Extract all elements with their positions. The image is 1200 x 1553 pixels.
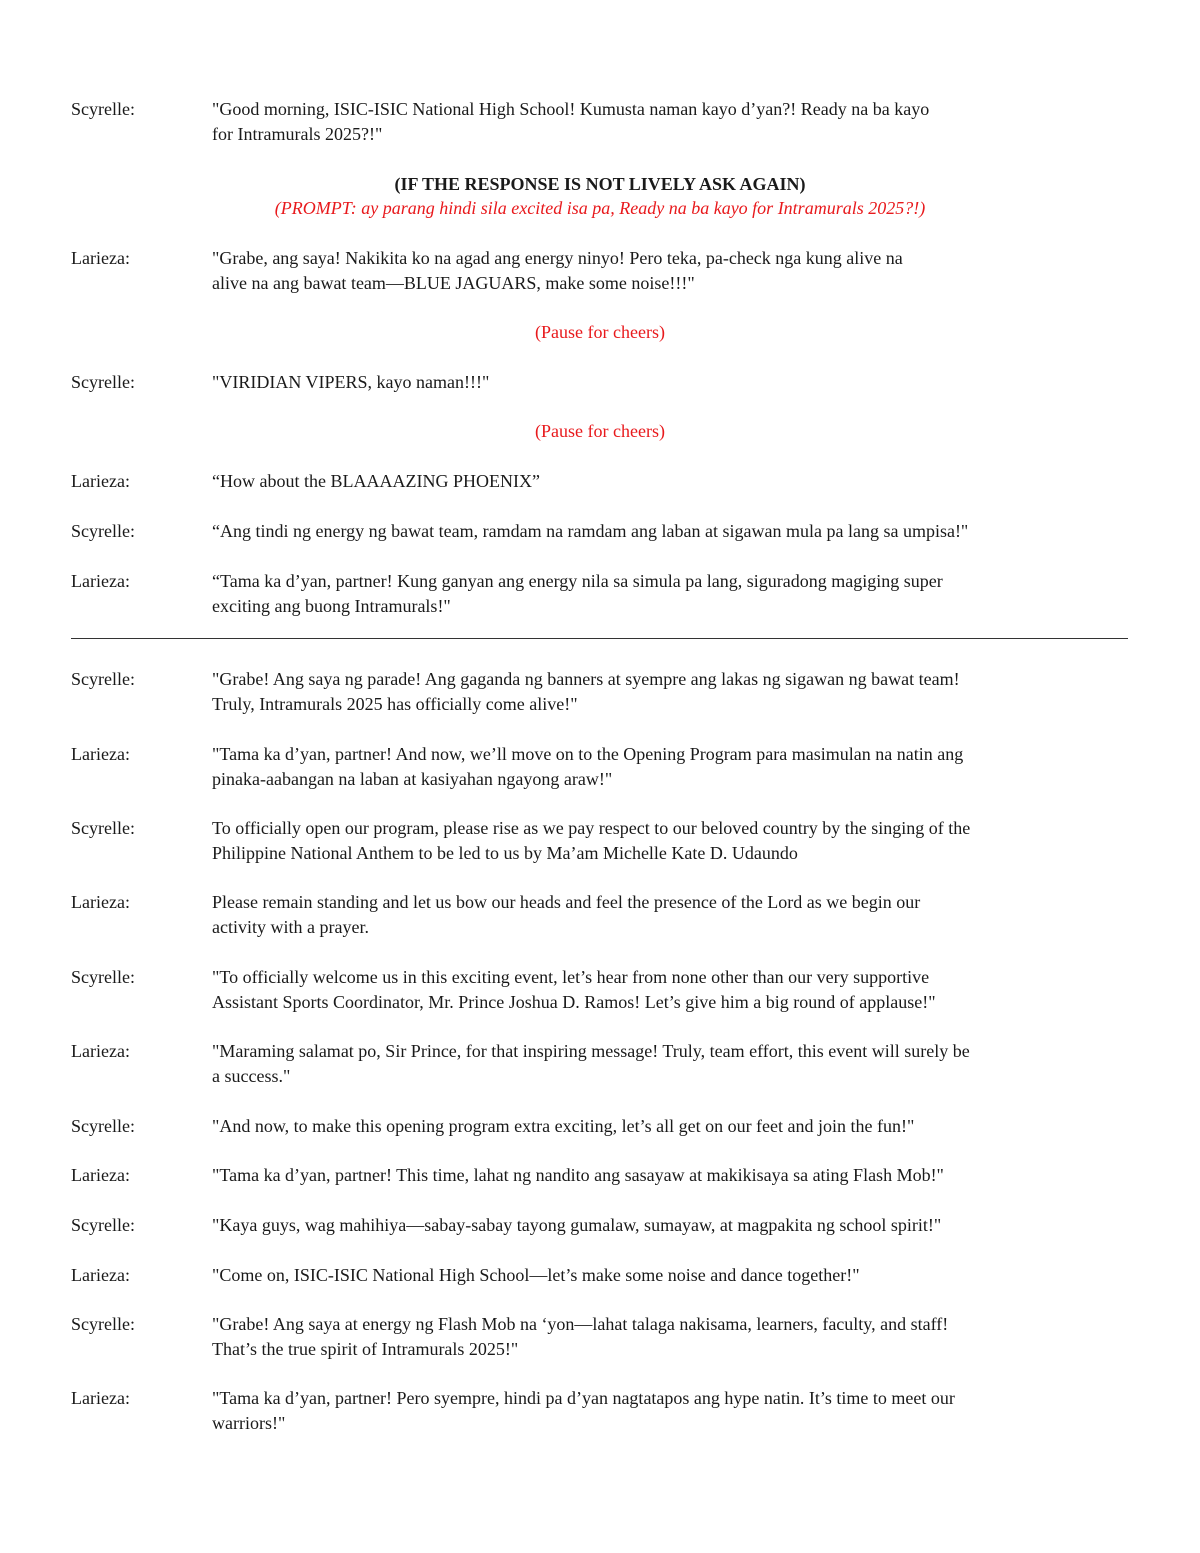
dialogue-text: "To officially welcome us in this exciting event, let’s hear from none other than our very supportive Assistant Sports Coordinator, Mr. Prince Joshua D. Ramos! Let’s give him a big round of applause!" bbox=[212, 967, 936, 1012]
speaker-name: Larieza: bbox=[71, 248, 130, 268]
section-divider bbox=[71, 638, 1128, 639]
speaker-name: Larieza: bbox=[71, 1165, 130, 1185]
pause-cue: (Pause for cheers) bbox=[535, 421, 665, 441]
dialogue-text: “Tama ka d’yan, partner! Kung ganyan ang energy nila sa simula pa lang, siguradong magiging super exciting ang buong Intramurals!" bbox=[212, 571, 943, 616]
dialogue-text: "Kaya guys, wag mahihiya—sabay-sabay tayong gumalaw, sumayaw, at magpakita ng school spirit!" bbox=[212, 1215, 942, 1235]
speaker-name: Scyrelle: bbox=[71, 99, 135, 119]
dialogue-text: "VIRIDIAN VIPERS, kayo naman!!!" bbox=[212, 372, 490, 392]
dialogue-text: "Grabe! Ang saya at energy ng Flash Mob na ‘yon—lahat talaga nakisama, learners, faculty, and staff! That’s the true spirit of Intramurals 2025!" bbox=[212, 1314, 949, 1359]
speaker-name: Scyrelle: bbox=[71, 372, 135, 392]
dialogue-text: "Tama ka d’yan, partner! Pero syempre, hindi pa d’yan nagtatapos ang hype natin. It’s time to meet our warriors!" bbox=[212, 1388, 955, 1433]
speaker-name: Larieza: bbox=[71, 1265, 130, 1285]
speaker-name: Scyrelle: bbox=[71, 1215, 135, 1235]
dialogue-text: “How about the BLAAAAZING PHOENIX” bbox=[212, 471, 540, 491]
dialogue-text: "And now, to make this opening program extra exciting, let’s all get on our feet and join the fun!" bbox=[212, 1116, 915, 1136]
dialogue-text: "Maraming salamat po, Sir Prince, for that inspiring message! Truly, team effort, this event will surely be a success." bbox=[212, 1041, 970, 1086]
speaker-name: Larieza: bbox=[71, 571, 130, 591]
dialogue-text: "Come on, ISIC-ISIC National High School—let’s make some noise and dance together!" bbox=[212, 1265, 860, 1285]
speaker-name: Scyrelle: bbox=[71, 669, 135, 689]
dialogue-text: Please remain standing and let us bow our heads and feel the presence of the Lord as we begin our activity with a prayer. bbox=[212, 892, 921, 937]
dialogue-text: "Tama ka d’yan, partner! This time, lahat ng nandito ang sasayaw at makikisaya sa ating Flash Mob!" bbox=[212, 1165, 944, 1185]
speaker-name: Larieza: bbox=[71, 744, 130, 764]
instruction-heading: (IF THE RESPONSE IS NOT LIVELY ASK AGAIN) bbox=[394, 174, 806, 194]
dialogue-text: "Grabe, ang saya! Nakikita ko na agad ang energy ninyo! Pero teka, pa-check nga kung alive na alive na ang bawat team—BLUE JAGUARS, make some noise!!!" bbox=[212, 248, 903, 293]
speaker-name: Larieza: bbox=[71, 471, 130, 491]
dialogue-text: To officially open our program, please rise as we pay respect to our beloved country by the singing of the Philippine National Anthem to be led to us by Ma’am Michelle Kate D. Udaundo bbox=[212, 818, 971, 863]
instruction-prompt: (PROMPT: ay parang hindi sila excited isa pa, Ready na ba kayo for Intramurals 2025?!) bbox=[274, 198, 926, 218]
dialogue-text: "Tama ka d’yan, partner! And now, we’ll move on to the Opening Program para masimulan na natin ang pinaka-aabangan na laban at kasiyahan ngayong araw!" bbox=[212, 744, 964, 789]
dialogue-text: "Grabe! Ang saya ng parade! Ang gaganda ng banners at syempre ang lakas ng sigawan ng bawat team! Truly, Intramurals 2025 has officially come alive!" bbox=[212, 669, 960, 714]
speaker-name: Larieza: bbox=[71, 1041, 130, 1061]
speaker-name: Scyrelle: bbox=[71, 967, 135, 987]
speaker-name: Scyrelle: bbox=[71, 818, 135, 838]
dialogue-text: “Ang tindi ng energy ng bawat team, ramdam na ramdam ang laban at sigawan mula pa lang sa umpisa!" bbox=[212, 521, 969, 541]
speaker-name: Larieza: bbox=[71, 892, 130, 912]
speaker-name: Larieza: bbox=[71, 1388, 130, 1408]
pause-cue: (Pause for cheers) bbox=[535, 322, 665, 342]
dialogue-text: "Good morning, ISIC-ISIC National High School! Kumusta naman kayo d’yan?! Ready na ba kayo for Intramurals 2025?!" bbox=[212, 99, 930, 144]
speaker-name: Scyrelle: bbox=[71, 1116, 135, 1136]
speaker-name: Scyrelle: bbox=[71, 521, 135, 541]
speaker-name: Scyrelle: bbox=[71, 1314, 135, 1334]
